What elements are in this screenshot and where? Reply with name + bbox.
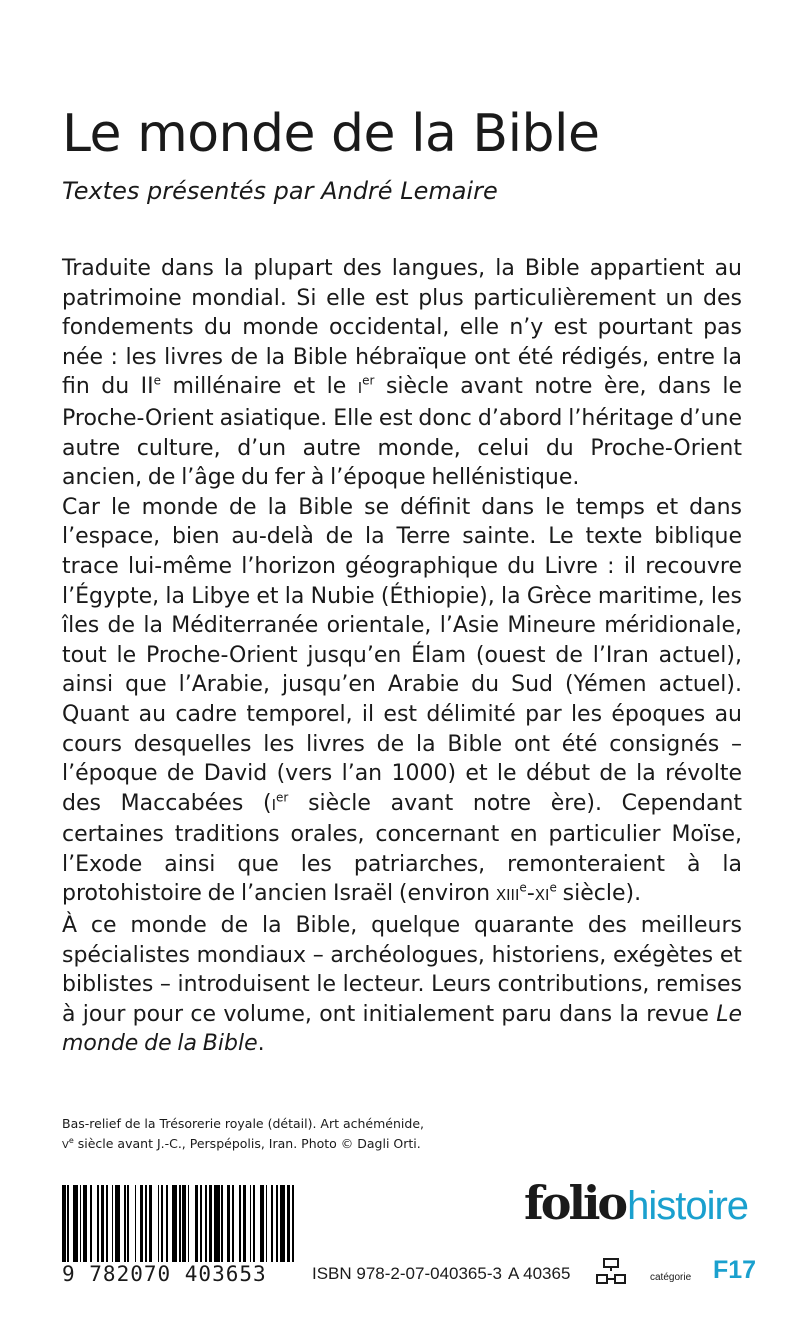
isbn-barcode bbox=[62, 1185, 298, 1271]
roman-numeral: I bbox=[357, 379, 363, 398]
credit-text: siècle avant J.-C., Perspépolis, Iran. Photo © Dagli Orti. bbox=[73, 1136, 421, 1151]
ordinal-suffix: e bbox=[153, 374, 162, 389]
publisher-code: A 40365 bbox=[508, 1264, 571, 1283]
category-label: catégorie bbox=[650, 1272, 692, 1283]
blurb-text: . bbox=[257, 1031, 265, 1057]
blurb-text: siècle avant notre ère). Cependant certaines traditions orales, concernant en particulier Moïse, l’Exode ainsi que les patriarches, remonteraient à la protohistoire de l’ancien Israël (environ bbox=[62, 790, 743, 907]
logo-histoire: histoire bbox=[627, 1184, 749, 1228]
ordinal-suffix: e bbox=[519, 881, 527, 896]
ean-digits: 9 782070 403653 bbox=[62, 1262, 298, 1286]
ordinal-suffix: e bbox=[68, 1135, 74, 1145]
roman-numeral: II bbox=[140, 374, 154, 400]
blurb-paragraph-2 bbox=[62, 493, 742, 911]
back-cover-blurb bbox=[62, 254, 742, 1059]
isbn-number: ISBN 978-2-07-040365-3 bbox=[312, 1264, 502, 1283]
ordinal-suffix: er bbox=[276, 790, 289, 805]
blurb-text: Traduite dans la plupart des langues, la Bible appartient au patrimoine mondial. Si elle est plus particulièrement un des fondements du monde occidental, elle n’y est pourtant pas née : les livres de la Bible hébraïque ont été rédigés, entre la fin du bbox=[62, 256, 742, 400]
folio-histoire-logo bbox=[524, 1176, 749, 1230]
roman-numeral: I bbox=[271, 795, 277, 814]
blurb-text: millénaire et le bbox=[161, 374, 358, 400]
roman-numeral: V bbox=[62, 1140, 69, 1151]
ordinal-suffix: e bbox=[549, 881, 557, 896]
ordinal-suffix: er bbox=[362, 374, 375, 389]
recycle-icon bbox=[595, 1255, 627, 1291]
journal-title: Le monde de la Bible bbox=[62, 1001, 742, 1057]
credit-line-2 bbox=[62, 1134, 562, 1156]
category-code: F17 bbox=[713, 1256, 757, 1284]
blurb-text: siècle). bbox=[556, 881, 642, 907]
blurb-text: - bbox=[526, 881, 535, 907]
roman-numeral: XIII bbox=[495, 886, 520, 905]
barcode-bars bbox=[62, 1185, 298, 1271]
blurb-text: À ce monde de la Bible, quelque quarante des meilleurs spécialistes mondiaux – archéologues, historiens, exégètes et biblistes – introduisent le lecteur. Leurs contributions, remises à jour pour ce volume, ont initialement paru dans la revue bbox=[62, 913, 742, 1027]
cover-image-credit bbox=[62, 1114, 562, 1156]
credit-line-1: Bas-relief de la Trésorerie royale (détail). Art achéménide, bbox=[62, 1116, 424, 1131]
book-title: Le monde de la Bible bbox=[62, 104, 600, 164]
blurb-text: Car le monde de la Bible se définit dans le temps et dans l’espace, bien au-delà de la Terre sainte. Le texte biblique trace lui-même l’horizon géographique du Livre : il recouvre l’Égypte, la Libye et la Nubie (Éthiopie), la Grèce maritime, les îles de la Méditerranée orientale, l’Asie Mineure méridionale, tout le Proche-Orient jusqu’en Élam (ouest de l’Iran actuel), ainsi que l’Arabie, jusqu’en Arabie du Sud (Yémen actuel). Quant au cadre temporel, il est délimité par les époques au cours desquelles les livres de la Bible ont été consignés – l’époque de David (vers l’an 1000) et le début de la révolte des Maccabées ( bbox=[62, 494, 742, 816]
roman-numeral: XI bbox=[534, 886, 550, 905]
blurb-paragraph-3 bbox=[62, 911, 742, 1059]
blurb-paragraph-1 bbox=[62, 254, 742, 493]
blurb-text: siècle avant notre ère, dans le Proche-Orient asiatique. Elle est donc d’abord l’héritage d’une autre culture, d’un autre monde, celui du Proche-Orient ancien, de l’âge du fer à l’époque hellénistique. bbox=[62, 374, 743, 491]
barcode-gap bbox=[294, 1185, 298, 1271]
book-subtitle: Textes présentés par André Lemaire bbox=[62, 177, 498, 205]
logo-folio: folio bbox=[524, 1176, 626, 1230]
